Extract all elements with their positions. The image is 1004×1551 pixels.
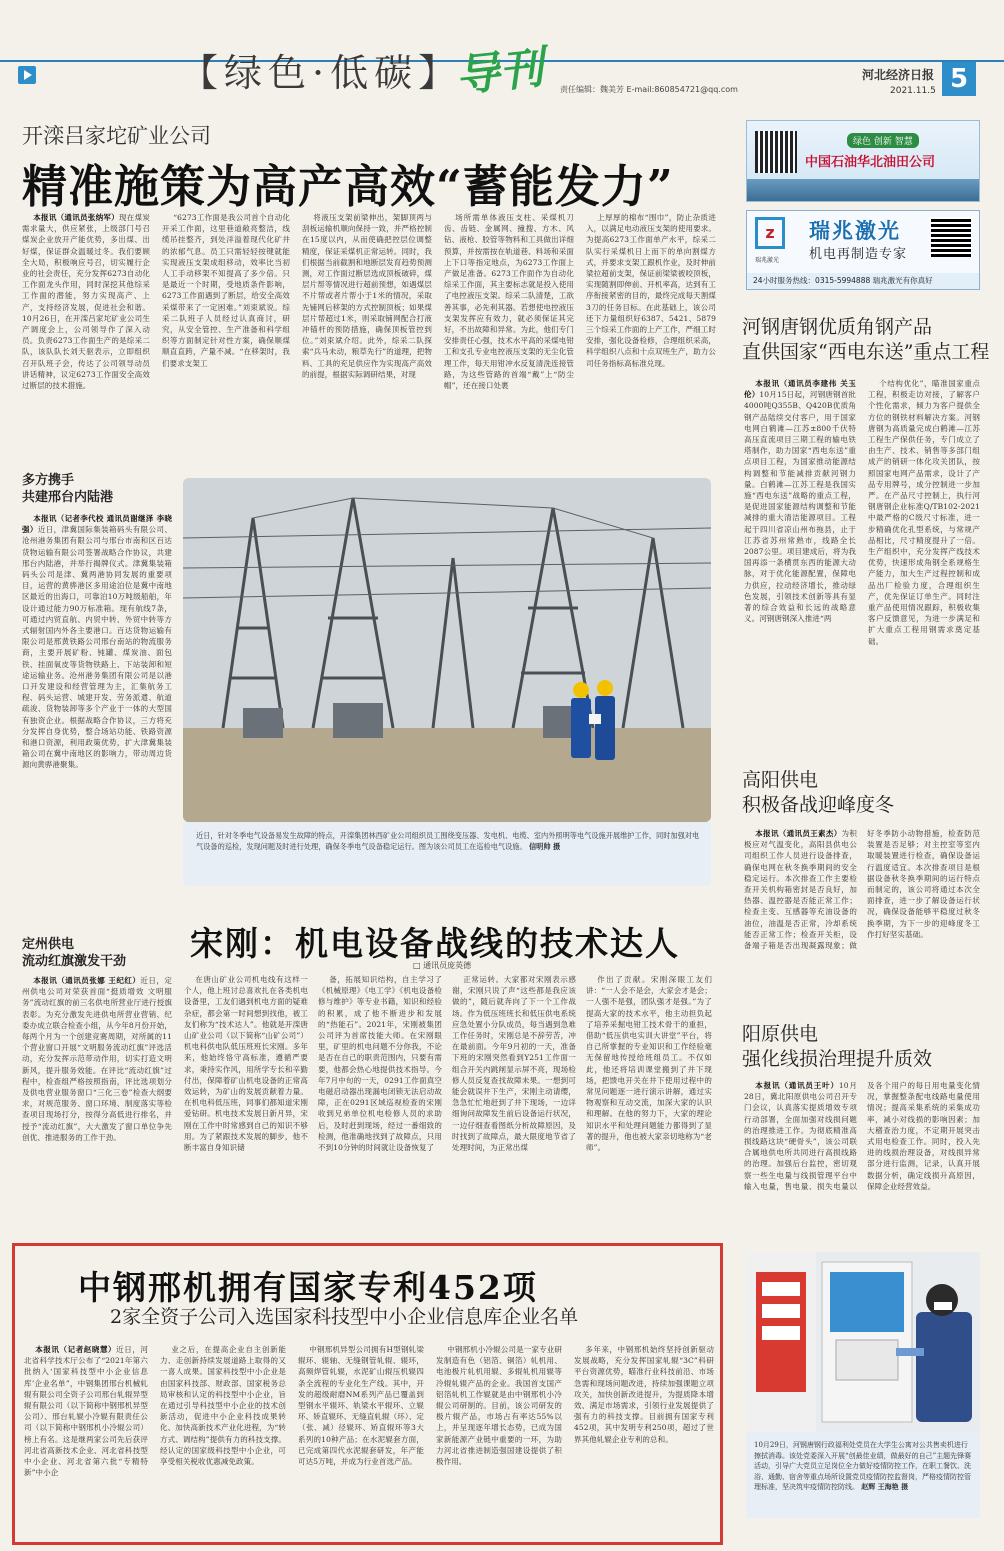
lead-column-3 <box>302 212 432 452</box>
left-article2-headline-line1: 定州供电 <box>22 937 75 952</box>
section-stamp: 导刊 <box>453 42 546 103</box>
right-article2-headline-line1: 高阳供电 <box>742 769 819 791</box>
patent-col4-text: 中钢邢机小冷辊公司是一家专业研发制造有色（铝箔、铜箔）轧机用、电池极片轧机用辊、多辊轧机用辊等冷辊轧辊产品的企业。我国首支国产铝箔轧机工作辊就是由中钢邢机小冷辊公司研制的。目前，该公司研发的极片辊产品，市场占有率达55%以上，并呈现逐年增长态势，已成为国家新能源产业链中重要的一环，为助力河北省推进制造强国建设提供了积极作用。 <box>436 1345 562 1467</box>
patent-column-4 <box>436 1344 562 1536</box>
lead-headline: 精准施策为高产高效“蓄能发力” <box>22 160 674 213</box>
photo1-caption-text: 近日，针对冬季电气设备易发生故障的特点，开滦集团林西矿业公司组织员工围绕变压器、发电机、电缆、室内外照明等电气设施开展维护工作，同时加强对电气设备的巡检，发现问题及时进行处理，确保冬季电气设备稳定运行。图为该公司员工在巡检电气设施。 <box>196 831 700 851</box>
substation-photo <box>183 478 711 822</box>
feature-byline: □ 通讯员庞英德 <box>413 961 472 970</box>
patent-col1-text: 近日，河北省科学技术厅公布了“2021年第六批纳入‘国家科技型中小企业信息库’企业名单”，中钢集团邢台机械轧辊有限公司全资子公司邢台轧辊异型辊有限公司（以下简称中钢邢机异型公司）、邢台轧辊小冷辊有限责任公司（以下简称中钢邢机小冷辊公司）榜上有名。这是继两家公司先后获评河北省高新技术企业、河北省科技型中小企业、河北省第六批“专精特新”中小企 <box>24 1345 148 1478</box>
patent-col3-text: 中钢邢机异型公司拥有H型钢轧梁辊环、辊轴、无缝钢管轧辊、辊环，高频焊管轧辊，水泥矿山辊压机辊四条全流程的专业化生产线。其中，开发的超级耐磨NM系列产品已覆盖到型钢水平辊环、轨梁水平辊环、立辊环、矫直辊环、无缝直轧辊（环）、定（张、减）径辊环、矫直辊环等3大系列的10种产品；在水泥辊套方面，已完成第四代水泥辊套研发，年产能可达5万吨，并成为行业首选产品。 <box>298 1345 424 1467</box>
feature-col3-text: 正常运转。大家都对宋刚表示感谢，宋刚只说了声“这些都是我应该做的”，随后就奔向了下一个工作战场。作为低压班班长和低压供电系统应急处置小分队成员，每当遇到急难工作任务时，宋刚总是不辞劳苦，冲在最前面。今年9月初的一天，准备下班的宋刚突然看到Y251工作面一组合开关内跳闸显示屏不亮，现场检修人员反复查找故障未果。一想到可能会就误井下生产，宋刚主动请缨，急急忙忙地赶到了井下现场，一边详细询问故障发生前后设备运行状况，一边仔细查看图纸分析故障原因，及时找到了故障点，最大限度地节省了处理时间，为正常出煤 <box>452 975 576 1153</box>
ad2-logo-name: 瑞兆激光 <box>755 257 780 264</box>
photo2-caption-text: 10月29日，河钢唐钢行政福利处党员在大学生公寓对公共售卖机进行擦拭消毒。该处党委深入开展“创最佳业绩，做最好的自己”主题先锋赛活动，引导广大党员立足岗位全力做好疫情防控工作，在职工餐饮、洗浴、通勤、宿舍等重点场所设置党员疫情防控监督岗，严格疫情防控管理标准，坚决筑牢疫情防控防线。 <box>754 1441 972 1492</box>
right-article2-body <box>744 828 980 1008</box>
ad2-brand: 瑞兆激光 <box>809 218 901 243</box>
play-icon <box>18 66 36 84</box>
qr-code-icon <box>755 131 797 173</box>
ad1-company: 中国石油华北油田公司 <box>805 155 936 170</box>
feature-col2-text: 备，拓展知识结构，自主学习了《机械原理》《电工学》《机电设备检修与维护》等专业书籍，知识和经验的积累，成了他不断进步和发展的“热能石”。2021年，宋刚被集团公司评为首席技能大师。在宋刚眼里，矿里的机电问题不分你我，不论是否在自己的职责范围内，只要有需要，他都会热心地提供技术指导。今年7月中旬的一天，0291工作面真空电磁启动器出现漏电闭锁无法启动故障，正在0291区域巡视检查的宋刚收到兄弟单位机电检修人员的求助后，及时赶到现场，经过一番细致的检测，他准确地找到了故障点，只用不到10分钟的时间就让设备恢复了 <box>318 975 442 1153</box>
right-article1-headline-line2: 直供国家“西电东送”重点工程 <box>742 341 990 363</box>
right-article2-text: 为积极应对气温变化，高阳县供电公司组织工作人员进行设备排查，确保电网在秋冬换季期间的安全稳定运行。本次排查工作主要检查开关机构箱密封是否良好，加热器、温控器是否能正常工作；检查主变、互感器等充油设备的油位，油温是否正常，冷却系统能否正常工作；检查开关柜，设备端子箱是否出现凝露现象；做好冬季防小动物措施，检查防范装置是否足够；对主控室等室内取暖装置进行检查，确保设备运行温度适宜。本次排查项目是根据设备秋冬换季期间的运行特点而制定的，该公司将通过本次全面排查，进一步了解设备运行状况，确保设备能够平稳度过秋冬换季期，为下一步的迎峰度冬工作打好坚实基础。 <box>744 829 980 951</box>
ad2-subtitle: 机电再制造专家 <box>809 247 908 262</box>
lead-column-4 <box>444 212 574 452</box>
right-article3-headline-line1: 阳原供电 <box>742 1023 819 1045</box>
right-article3-headline <box>742 1022 932 1072</box>
right-article2-byline: 本报讯（通讯员王素杰） <box>755 829 842 838</box>
ruizhao-logo-icon: z <box>755 217 785 249</box>
left-article1-byline: 本报讯（记者李代校 通讯员谢继泽 李晓强） <box>22 514 172 535</box>
ad1-banner-ground <box>747 179 979 201</box>
lead-column-1 <box>22 212 150 452</box>
feature-column-4 <box>586 974 712 1236</box>
feature-column-3 <box>452 974 576 1236</box>
patent-column-5 <box>574 1344 714 1536</box>
disinfection-illustration <box>746 1252 980 1432</box>
lead-column-5 <box>586 212 716 452</box>
editor-line: 责任编辑：魏美芳 E-mail:860854721@qq.com <box>560 85 738 94</box>
right-article2-headline <box>742 768 894 818</box>
feature-headline: 宋刚：机电设备战线的技术达人 <box>190 924 680 963</box>
left-article1-body <box>22 513 172 913</box>
right-article1-headline <box>742 315 989 365</box>
page-number: 5 <box>942 62 976 96</box>
feature-column-1 <box>184 974 308 1236</box>
right-article1-headline-line1: 河钢唐钢优质角钢产品 <box>742 316 933 338</box>
photo2-caption <box>754 1440 974 1493</box>
photo1-credit: 信明帅 摄 <box>528 842 561 851</box>
left-article2-body <box>22 975 172 1237</box>
section-title: 【绿色·低碳】 <box>180 51 463 95</box>
lead-col2-text: “6273工作面是我公司首个自动化开采工作面，这里巷道敞亮整洁，线缆吊挂整齐，到处洋溢着现代化矿井的浓郁气息。员工只需轻轻按键就能实现液压支架成组移动，效率比当初人工手动移架不知提高了多少倍。只是最近一个时期，受地质条件影响，6273工作面遇到了断层，给安全高效采煤带来了一定困难。”刘束斌说。综采二队班子人员经过认真商讨，研究，从安全管控、生产准备和科学组织等方面制定针对性方案，确保顺煤顺直直跨，产量不减。“在移架时，我们要求支架工 <box>162 213 290 368</box>
lead-col4-text: 场所需单体液压支柱、采煤机刀齿、齿链、金属网、撞搜、方木、风钻、液枪、胶管等物料和工具做出详细预算，并按需按在轨道巷、料场和采面上下口等指定地点，为6273工作面上产做足准备。6273工作面作为自动化综采工作面，其主要标志就是投入使用了电控液压支架。综采二队清楚，工欲善其事，必先利其器。若想使电控液压支架发挥应有效力，就必须保证其完好，不出故障和异常。为此，他们专门安排责任心强，技术水平高的采煤电钳工和支孔专业电控液压支架的无尘化管理工作，每天用钳冲水反复清洗连接管路，为这些管路的首端“戴”上“防尘帽”，还在接口处裹 <box>444 213 574 391</box>
left-article1-headline-line1: 多方携手 <box>22 473 75 488</box>
lead-byline: 本报讯（通讯员张纳军） <box>33 213 119 222</box>
left-article2-headline <box>22 936 126 970</box>
right-article1-column-2 <box>868 378 980 738</box>
disinfection-photo <box>746 1252 980 1432</box>
feature-col4-text: 作出了贡献。宋刚深眼工友们讲：“一人会不是会，大家会才是会；一人强不是强，团队强才是强。”为了提高大家的技术水平，他主动担负起了培养采掘电钳工技术骨干的重担，借助“低压供电实训大讲堂”平台，将自己所掌握的专业知识和工作经验毫无保留地传授给班组员工。不仅如此，他还将培训课堂搬到了井下现场，把馈电开关在井下使用过程中的常见问题逐一进行演示讲解，通过实物观察和互动交流，加深大家的认识和理解。在他的努力下，大家的理论知识水平和处理问题能力都得到了显著的提升，他也被大家亲切地称为“老师”。 <box>586 975 712 1153</box>
photo2-credit: 赵辉 王海艳 摄 <box>861 1482 909 1492</box>
patent-col2-text: 业之后，在提高企业自主创新能力、走创新持续发展道路上取得的又一喜人成果。国家科技型中小企业是由国家科技部、财政部、国家税务总局审核和认定的科技型中小企业，旨在通过引导科技型中小企业的技术创新活动，促进中小企业科技成果转化、加快高新技术产业化进程，为“转方式、调结构”提供有力的科技支撑。经认定的国家级科技型中小企业，可享受相关税收优惠减免政策。 <box>160 1345 286 1467</box>
patent-col5-text: 多年来，中钢邢机始终坚持创新驱动发展战略，充分发挥国家轧辊“3C”科研平台资源优势，瞄准行业科技前沿、市场急需和现场问题改进，持续加强课题立项攻关，加快创新改进提升，为提质降本增效、满足市场需求，引领行业发展提供了强有力的科技支撑。目前拥有国家专利452项，其中发明专利250项，超过了世界其他轧辊企业专利的总和。 <box>574 1345 714 1444</box>
feature-col1-text: 在唐山矿业公司机电线有这样一个人，他上班讨总喜欢扎在各类机电设备里，工友们遇到机电方面的疑难杂症，都会第一时间想到找他，被工友们称为“技术达人”。他就是开滦唐山矿业公司（以下简称“山矿公司”）机电科供电队低压班班长宋刚。多年来，他始终恪守高标准，遵循严要求，秉持实作风，用所学专长和辛勤付出，保障着矿山机电设备的正常高效运转，为矿山的发展贡献着力量。在机电科低压班，同事们都知道宋刚爱钻研。机电技术发展日新月异，宋刚在工作中时常感到自己的知识不够用。为了紧跟技术发展的脚步，他不断丰富自身知识储 <box>184 975 308 1153</box>
issue-date: 2021.11.5 <box>890 86 936 96</box>
substation-illustration <box>183 478 711 822</box>
right-article1-column-1 <box>744 378 856 738</box>
lead-kicker: 开滦吕家坨矿业公司 <box>22 124 211 148</box>
right-article3-byline: 本报讯（通讯员王叶） <box>755 1081 839 1090</box>
right-article3-body <box>744 1080 980 1240</box>
photo1-caption <box>196 830 700 852</box>
patent-subheadline: 2家全资子公司入选国家科技型中小企业信息库企业名单 <box>110 1306 579 1328</box>
left-article1-headline-line2: 共建邢台内陆港 <box>22 490 114 505</box>
left-article2-byline: 本报讯（通讯员张娜 王纪红） <box>33 976 141 985</box>
ad-petrochina[interactable] <box>746 120 980 202</box>
ad1-tagline: 绿色 创新 智慧 <box>847 133 919 148</box>
right-article3-text: 10月28日，冀北阳原供电公司召开专门会议，认真落实提质增效专项行动部署，全面加强对线损问题的治理推进工作。为彻底精准高损线路这块“硬骨头”，该公司联合属地供电所共同进行高损线路的治理。加强后台监控，密切观察一些生电量与线损管理平台中输入电量，售电量、损失电量以及各个用户的每日用电量变化情况，掌握整条配电线路电量使用情况；提高采集系统的采集成功率，减小对线损的影响因素；加大稽查治力度，不定期开展突击式用电检查工作。同时，投入先进的线损治理设备，对线损异常部分进行监测，记录，认真开展数据分析，确定线损升高原因，保障企业经营效益。 <box>744 1081 980 1191</box>
right-article2-headline-line2: 积极备战迎峰度冬 <box>742 794 895 816</box>
qr-code-icon <box>931 217 971 257</box>
left-article2-text: 近日，定州供电公司对荣获首面“挺质增效 文明服务”流动红旗的前三名供电所营业厅进行授旗表彰。为充分激发先进供电所营业营销、纪委办成立联合检查小组，从今年8月份开始，每两个月为一个创建竞赛周期，对所属的11个营业窗口开展“文明服务流动红旗”评选活动，充分发挥示范带动作用，切实打造文明新风，提升服务效能。在评比“流动红旗”过程中，检查组严格按照指南，评比选项划分及供电营业服务窗口“三化三卷”检查大纲要求，对规范服务、窗口环境、制度落实等检查项目现场打分，按得分高低进行排名，并授予“流动红旗”，大大激发了窗口单位争先创优、推进服务的工作干劲。 <box>22 976 172 1142</box>
patent-byline: 本报讯（记者赵晓慧） <box>35 1345 117 1354</box>
right-article3-headline-line2: 强化线损治理提升质效 <box>742 1048 933 1070</box>
left-article1-headline <box>22 472 113 506</box>
lead-column-2 <box>162 212 290 452</box>
right-article1-col1-text: 10月15日起，河钢唐钢首批4000吨Q355B、Q420B优质角钢产品陆续交付客户，用于国家电网白鹤滩—江苏±800千伏特高压直流项目三期工程的输电铁塔制作，助力国家“西电东送”重点项目工程，为国家推动能源结构调整和节能减排贡献河钢力量。白鹤滩—江苏工程是我国实施“西电东送”战略的重点工程，是促进国家能源结构调整和节能减排的重大清洁能源项目。工程起于四川省凉山州布拖县，止于江苏省苏州常熟市，线路全长2087公里。项目建成后，将为我国再添一条横贯东西的能源大动脉，对于优化能源配置，保障电力供应，拉动经济增长，推动绿色发展，引领技术创新等具有显著的综合效益和长远的战略意义。河钢唐钢深入推进“两 <box>744 390 856 624</box>
ad2-footer: 24小时服务热线：0315-5994888 瑞兆激光有你真好 <box>747 273 979 289</box>
patent-headline: 中钢邢机拥有国家专利452项 <box>78 1268 538 1307</box>
right-article1-col2-text: 个结构优化”，瞄准国家重点工程，积极走访对接，了解客户个性化需求，倾力为客户提供全方位的钢铁材料解决方案。河钢唐钢为高质量完成白鹤滩—江苏工程生产保供任务，专门成立了由生产、技术、销售等多部门组成产的销研一体化攻关团队，按照国家电网产品需求，设计了产品专用牌号，成分控制进一步加严。在产品尺寸控制上，执行河钢唐钢企业标准Q/TB102-2021中最严格的C级尺寸标准，进一步精确优化孔型系统，与常规产品相比，尺寸精度提升了一倍。生产组织中，充分发挥产线技术优势，快速形成角钢全系规格生产能力，加大生产过程控制和成品出厂检验力度，合理组织生产，优先保证订单生产。同时注重产品使用情况跟踪，积极收集客户反馈意见，为进一步满足和扩大重点工程用钢需求奠定基础。 <box>868 379 980 646</box>
left-article2-headline-line2: 流动红旗激发干劲 <box>22 954 127 969</box>
patent-column-1 <box>24 1344 148 1536</box>
left-article1-text: 近日，津冀国际集装箱码头有限公司、沧州港务集团有限公司与邢台市南和区百达货物运输有限公司签署战略合作协议，共建邢台内陆港，并举行揭牌仪式。津冀集装箱码头公司是津、冀两港协同发展的重要项目，运营的黄骅港区多用途泊位是冀中南地区最近的出海口，可靠泊10万吨级船舶，年设计通过能力90万标准箱。现有航线7条，可通过内贸直航、内贸中转、外贸中转等方式辐射国内外各主要港口。百达货物运输有限公司是邢黄铁路公司邢台南站的物流服务商，主要开展矿粉、钝罐、煤炭油、面包铁、挂面氧皮等货物铁路上、下站装卸和短途运输业务。沧州港务集团有限公司是以港口开发建设和经营管理为主，汇集航务工程、码头运营、城建开发、劳务派遣、航道疏浚、货物装卸等多个产业于一体的大型国有独资企业。根据战略合作协议，三方将充分发挥自身优势，整合场站功能、铁路资源和港口资源，利用政策优势，扩大津冀集装箱公司在冀中南地区的影响力，带动周边货源向黄骅港聚集。 <box>22 525 172 770</box>
lead-col1-text: 现在煤炭需求量大，供应紧张，上级部门号召煤炭企业放开产能优势，多出煤、出好煤，保证群众温暖过冬。我们要顾全大局，积极响应号召，切实履行企业的社会责任，充分发挥6273自动化工作面龙头作用，同时深挖其他综采工作面的潜能，努力实现高产、上产，支持经济发展，促进社会和谐。10月26日，在开滦吕家坨矿业公司生产调度会上，公司领导作了深入动员。负责6273工作面生产的是综采二队，该队队长刘天驱表示，立即组织召开队班子会，传达了公司领导动员讲话精神，议定6273工作面安全高效过断层的技术措施。 <box>22 213 150 391</box>
lead-col5-text: 上厚厚的棉布“围巾”，防止杂质进入，以满足电动液压支架的使用要求。为提高6273工作面单产水平，综采二队实行采煤机日上而下的单向割煤方式，并要求支架工跟机作业，及时伸前梁拉超前支架，保证前梁梁被咬顶板，实现随割即伸前、开机率高，达到有工序衔接紧密的目的，最终完成每天割煤3刀的任务目标。在此基础上，该公司还下力量组织好6387、5421、5879三个综采工作面的上产工作，严细工时安排，强化设备检修，合理组织采高，科学组织八点和十点双班生产，助力公司任务指标高标准兑现。 <box>586 213 716 368</box>
patent-column-2 <box>160 1344 286 1536</box>
patent-column-3 <box>298 1344 424 1536</box>
feature-column-2 <box>318 974 442 1236</box>
lead-col3-text: 将液压支架前梁伸出，架脚顶两与刮板运输机顺向保持一致，并严格控制在15度以内，从而使确把控层位调整精度，保证采煤机正常运转。同时，我们根据当前截割和地断层发育趋势预测测，对工作面过断层选成顶板破碎，煤层片帮等情况进行超前预想，如遇煤层不片帮或者片帮小于1米的情况，采取先铺网后移架的方式控制顶板；如果煤层片帮超过1米，则采取铺网配合打液冲锚杆的预防措施，确保顶板管控到位。”刘束斌介绍。此外，综采二队探索“兵马未动，粮草先行”的道理，把物料、工具的充足供应作为实现高产高效的前提，根据实际调研结果，对现 <box>302 213 432 379</box>
ad-ruizhao-laser[interactable] <box>746 210 980 290</box>
right-article1-byline: 本报讯（通讯员李建伟 关玉伦） <box>744 379 856 400</box>
paper-name: 河北经济日报 <box>862 68 935 82</box>
